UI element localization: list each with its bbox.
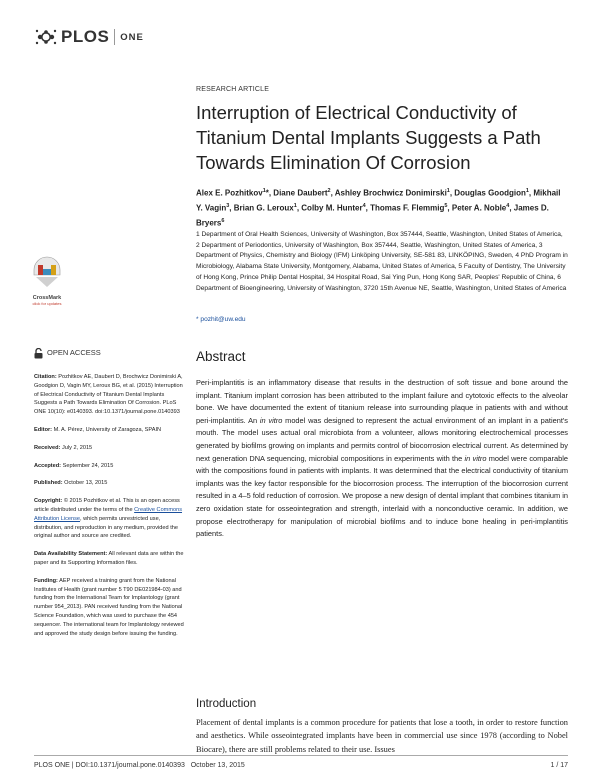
page-number: 1 / 17 [550, 762, 568, 769]
crossmark-icon [32, 255, 62, 289]
citation-label: Citation: [34, 374, 57, 380]
journal-brand: PLOS [61, 27, 110, 46]
published-text: October 13, 2015 [64, 480, 108, 487]
copyright-block [34, 497, 184, 541]
accepted-text: September 24, 2015 [62, 462, 114, 469]
funding-block [34, 577, 184, 639]
article-type: RESEARCH ARTICLE [196, 86, 270, 93]
data-availability-text: All relevant data are within the paper and its Supporting Information files. [34, 551, 184, 566]
author-list[interactable]: Alex E. Pozhitkov$^1$*, Diane Daubert$^2$, Ashley Brochwicz Donimirski$^1$, Douglas Goodgion$^1$, Mikhail Y. Vagin$^3$, Brian G. Leroux$^1$, Colby M. Hunter$^4$, Thomas F. Flemmig$^5$, Peter A. Noble$^4$, James D. Bryers$^6$ [196, 188, 561, 228]
plos-logo-icon [34, 27, 58, 47]
copyright-text-end: , which permits unrestricted use, distribution, and reproduction in any medium, provided the original author and source are credited. [34, 515, 178, 540]
article-title: Interruption of Electrical Conductivity of Titanium Dental Implants Suggests a Path Towards Elimination Of Corrosion [196, 102, 541, 173]
published-label: Published: [34, 480, 63, 487]
editor-label: Editor: [34, 426, 53, 433]
abstract-body: Peri-implantitis is an inflammatory disease that results in the destruction of soft tissue and bone around the implant. Titanium implant corrosion has been attributed to the implant failure and cytotoxic effects to the alveolar bone. We have documented the extent of titanium release into surrounding plaque in patients with and without peri-implantitis. An in vitro model was designed to represent the actual environment of an implant in a patient's mouth. The model uses actual oral microbiota from a volunteer, allows monitoring electrochemical processes generated by biofilms growing on implants and permits control of biocorrosion electrical current. As determined by next generation DNA sequencing, microbial compositions in experiments with the in vitro model were comparable with the compositions found in patients with implants. It was determined that the electrical conductivity of titanium implants was the key factor responsible for the biocorrosion process. The interruption of the biocorrosion current resulted in a 4–5 fold reduction of corrosion. We propose a new design of dental implant that combines titanium in zero oxidation state for osseointegration and strength, interlaid with a nonconductive ceramic. In addition, we propose electrotherapy for manipulation of microbial biofilms and to induce bone healing in peri-implantitis patients. [196, 378, 568, 539]
license-link[interactable]: Creative Commons Attribution License [34, 506, 183, 522]
introduction-heading: Introduction [196, 698, 257, 710]
open-lock-icon [34, 348, 43, 359]
citation-text: Pozhitkov AE, Daubert D, Brochwicz Donimirski A, Goodgion D, Vagin MY, Leroux BG, et al. (2015) Interruption of Electrical Conductivity of Titanium Dental Implants Suggests a Path Towards Elimination Of Corrosion. PLoS ONE 10(10): e0140393. doi:10.1371/journal.pone.0140393 [34, 374, 183, 416]
received-text: July 2, 2015 [62, 444, 93, 451]
affiliations: 1 Department of Oral Health Sciences, University of Washington, Box 357444, Seattle, Washington, United States of America, 2 Department of Periodontics, University of Washington, Box 357444, Seattle, Washington, United States of America, 3 Department of Physics, Chemistry and Biology (IFM) Linköping University, SE-581 83, LINKÖPING, Sweden, 4 PhD Program in Microbiology, Alabama State University, Montgomery, Alabama, United States of America, 5 Faculty of Dentistry, The University of Hong Kong, Prince Philip Dental Hospital, 34 Hospital Road, Sai Ying Pun, Hong Kong SAR, Peoples' Republic of China, 6 Department of Bioengineering, University of Washington, 3720 15th Avenue NE, Seattle, Washington, United States of America [196, 231, 568, 292]
published-block [34, 479, 184, 488]
copyright-label: Copyright: [34, 498, 63, 505]
introduction-body: Placement of dental implants is a common procedure for patients that lose a tooth, in order to restore function and aesthetics. While osseointegrated implants have been in commercial use since 1978 (according to Nobel Biocare), there are still problems related to their use. Issues [196, 718, 568, 754]
article-info-column [34, 348, 184, 647]
accepted-block [34, 462, 184, 471]
footer-divider [34, 755, 568, 756]
editor-text: M. A. Pérez, University of Zaragoza, SPAIN [53, 426, 162, 433]
open-access-label: OPEN ACCESS [47, 348, 101, 358]
crossmark-title: CrossMark [32, 295, 62, 301]
funding-label: Funding: [34, 577, 58, 584]
funding-text: AEP received a training grant from the National Institutes of Health (grant number 5 T90 DE021984-03) and funding from the International Team for Implantology (grant number 954_2013). PAN received funding from the National Science Foundation, which was used to purchase the 454 sequencer. The international team for Implantology reviewed and approved the study design before issuing the funding. [34, 577, 184, 637]
crossmark-badge[interactable] [30, 255, 64, 306]
journal-logo [34, 27, 144, 47]
correspondence-email[interactable]: * pozhit@uw.edu [196, 316, 246, 323]
footer-citation: PLOS ONE | DOI:10.1371/journal.pone.0140393 October 13, 2015 [34, 762, 245, 769]
accepted-label: Accepted: [34, 462, 62, 469]
data-availability-block [34, 550, 184, 568]
logo-divider [114, 29, 115, 45]
journal-sub: ONE [120, 31, 144, 43]
copyright-text: © 2015 Pozhitkov et al. This is an open access article distributed under the terms of the [34, 498, 180, 513]
crossmark-subtitle: click for updates [32, 301, 62, 306]
editor-block [34, 426, 184, 435]
abstract-heading: Abstract [196, 349, 246, 364]
open-access-badge [34, 348, 184, 359]
received-label: Received: [34, 444, 61, 451]
citation-block [34, 373, 184, 417]
received-block [34, 444, 184, 453]
data-availability-label: Data Availability Statement: [34, 551, 108, 558]
